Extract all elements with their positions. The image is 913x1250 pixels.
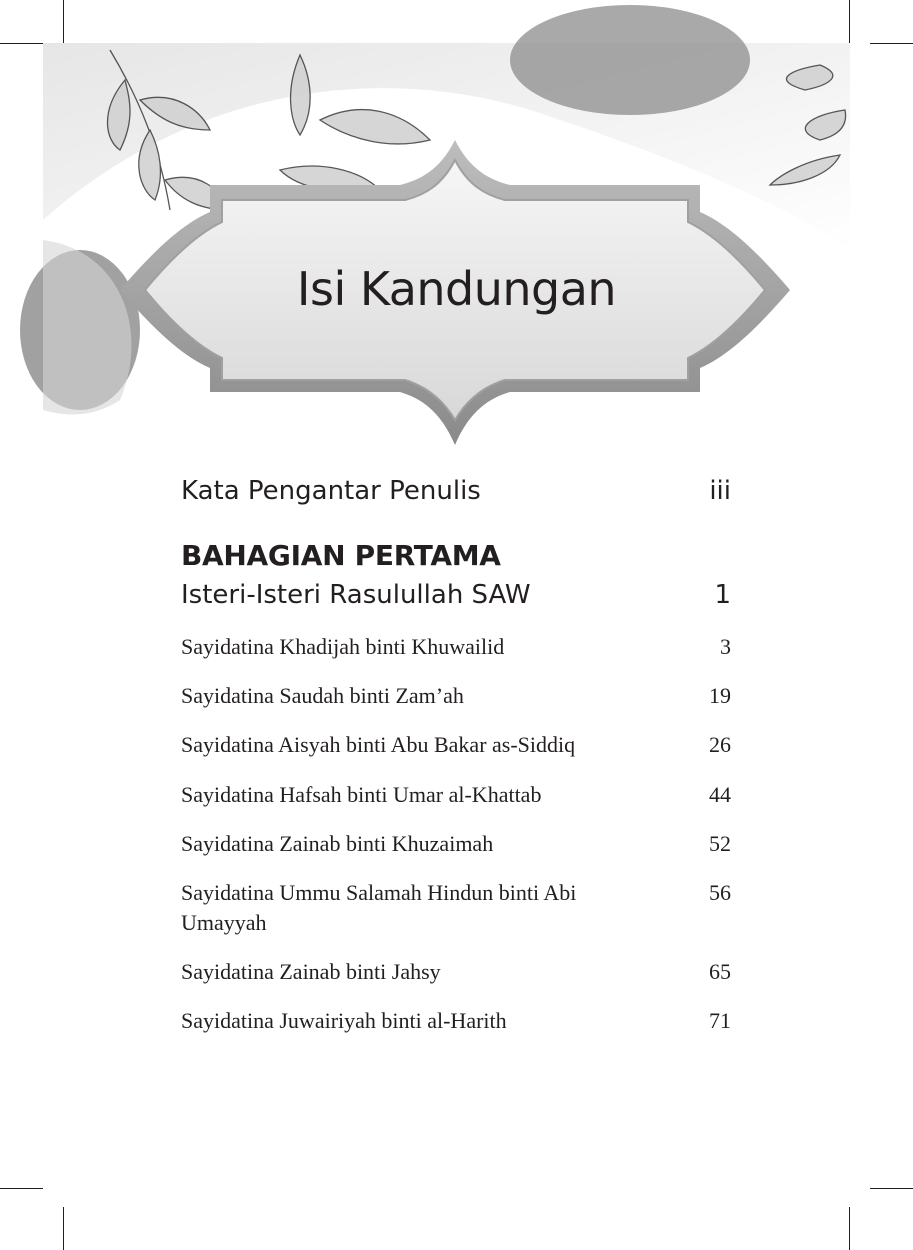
toc-entry[interactable] <box>181 681 731 711</box>
toc-page: 44 <box>709 782 731 807</box>
toc-preface[interactable] <box>181 476 731 506</box>
toc-label: Sayidatina Aisyah binti Abu Bakar as-Siddiq <box>181 732 576 757</box>
toc-label: Sayidatina Zainab binti Khuzaimah <box>181 831 494 856</box>
toc-entry[interactable] <box>181 957 731 987</box>
toc-entry[interactable] <box>181 878 731 938</box>
toc-entry[interactable] <box>181 632 731 662</box>
toc-label: Sayidatina Hafsah binti Umar al-Khattab <box>181 782 542 807</box>
toc-page: 26 <box>709 732 731 757</box>
toc-page: 71 <box>709 1008 731 1033</box>
toc-page: 52 <box>709 831 731 856</box>
toc-label: Sayidatina Ummu Salamah Hindun binti Abi Umayyah <box>181 880 577 935</box>
toc-part[interactable] <box>181 580 731 610</box>
toc-label: Sayidatina Zainab binti Jahsy <box>181 959 441 984</box>
toc-label: Sayidatina Khadijah binti Khuwailid <box>181 634 505 659</box>
toc-page: 1 <box>714 580 731 610</box>
part-heading: BAHAGIAN PERTAMA <box>181 539 501 572</box>
decorative-header-illustration <box>0 0 913 460</box>
toc-page: 56 <box>709 880 731 905</box>
toc-page: 65 <box>709 959 731 984</box>
toc-page: 3 <box>720 634 731 659</box>
toc-label: Isteri-Isteri Rasulullah SAW <box>181 580 531 610</box>
toc-entry[interactable] <box>181 1006 731 1036</box>
toc-entry[interactable] <box>181 829 731 859</box>
toc-label: Sayidatina Saudah binti Zam’ah <box>181 683 464 708</box>
toc-entry[interactable] <box>181 730 731 760</box>
watercolor-blob <box>510 5 750 115</box>
toc-page: 19 <box>709 683 731 708</box>
toc-page: iii <box>709 476 731 506</box>
page-title: Isi Kandungan <box>296 262 617 316</box>
toc-label: Sayidatina Juwairiyah binti al-Harith <box>181 1008 507 1033</box>
toc-entry[interactable] <box>181 780 731 810</box>
toc-label: Kata Pengantar Penulis <box>181 476 481 506</box>
